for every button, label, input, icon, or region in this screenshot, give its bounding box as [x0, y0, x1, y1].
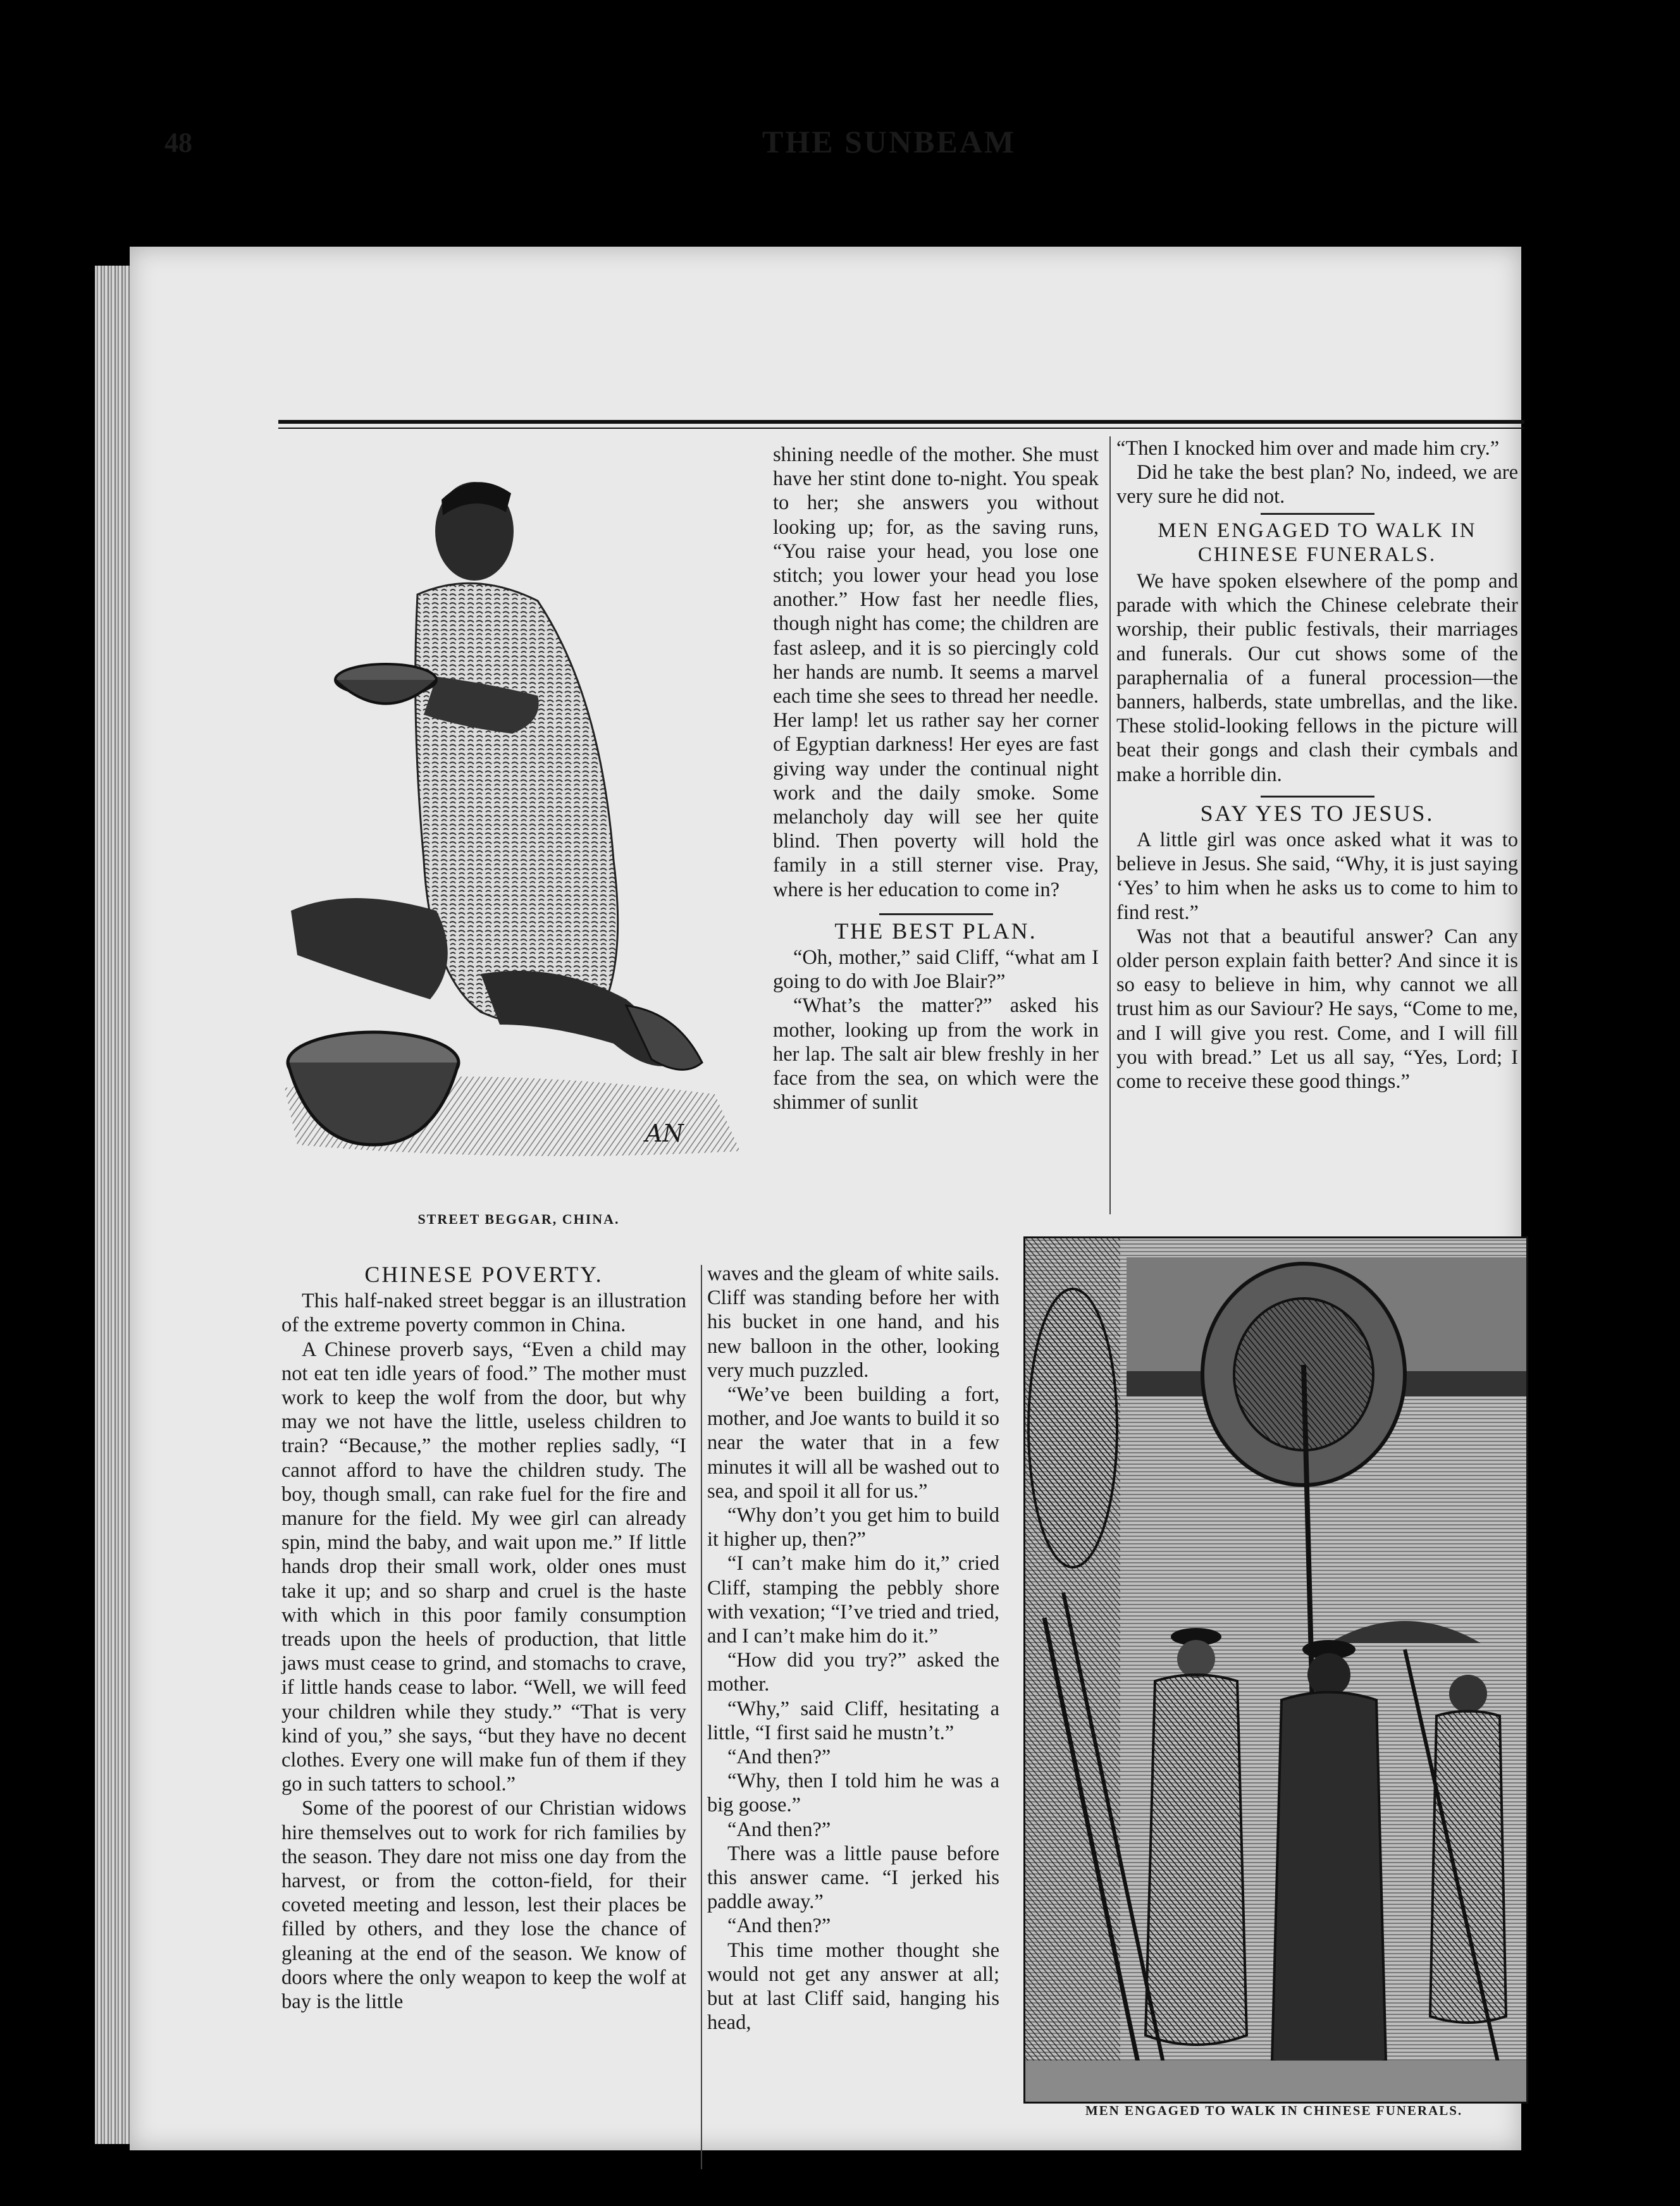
best-plan-heading: THE BEST PLAN. — [834, 918, 1037, 944]
funerals-heading: MEN ENGAGED TO WALK IN CHINESE FUNERALS. — [1158, 519, 1477, 566]
column-divider — [1109, 436, 1111, 1214]
page-number: 48 — [164, 127, 192, 158]
story-paragraph: “We’ve been building a fort, mother, and Joe wants to build it so near the water that in a few minutes it will all be washed out to sea, and spoil it all for us.” — [707, 1383, 999, 1503]
story-moral: Did he take the best plan? No, indeed, we are very sure he did not. — [1116, 461, 1518, 508]
poverty-paragraph: This half-naked street beggar is an illustration of the extreme poverty common in China. — [281, 1290, 686, 1337]
story-paragraph: “Why,” said Cliff, hesitating a little, “I first said he mustn’t.” — [707, 1697, 999, 1744]
section-rule — [879, 913, 993, 915]
beggar-caption: STREET BEGGAR, CHINA. — [417, 1211, 620, 1227]
story-paragraph: “Why, then I told him he was a big goose.” — [707, 1770, 999, 1817]
say-yes-heading: SAY YES TO JESUS. — [1200, 800, 1435, 826]
artist-signature: AN — [645, 1119, 684, 1147]
story-paragraph: “How did you try?” asked the mother. — [707, 1649, 999, 1696]
header-rule-thin — [278, 428, 1524, 429]
funeral-caption: MEN ENGAGED TO WALK IN CHINESE FUNERALS. — [1085, 2103, 1463, 2118]
section-rule — [1261, 513, 1374, 515]
section-rule — [1261, 796, 1374, 798]
beggar-illustration — [272, 455, 765, 1183]
column-funerals-jesus — [1116, 436, 1518, 1094]
column-needle-story — [773, 443, 1099, 1114]
story-paragraph: “What’s the matter?” asked his mother, looking up from the work in her lap. The salt air blew freshly in her face from the sea, on which were the shimmer of sunlit — [773, 994, 1099, 1114]
story-paragraph: There was a little pause before this answer came. “I jerked his paddle away.” — [707, 1842, 999, 1914]
jesus-paragraph: A little girl was once asked what it was to believe in Jesus. She said, “Why, it is just saying ‘Yes’ to him when he asks us to come to him to find rest.” — [1116, 829, 1518, 924]
story-paragraph: “Why don’t you get him to build it higher up, then?” — [707, 1504, 999, 1551]
poverty-paragraph: Some of the poorest of our Christian widows hire themselves out to work for rich families by the season. They dare not miss one day from the harvest, or from the cotton-field, for their coveted meeting and lesson, lest their places be filled by others, and they lose the chance of gleaning at the end of the season. We know of doors where the only weapon to keep the wolf at bay is the little — [281, 1797, 686, 2014]
column-divider — [701, 1265, 702, 2169]
column-best-plan-continued — [707, 1262, 999, 2035]
needle-paragraph: shining needle of the mother. She must have her stint done to-night. You speak to her; she answers you without looking up; for, as the saving runs, “You raise your head, you lose one stitch; you lower your head you lose another.” How fast her needle flies, though night has come; the children are fast asleep, and it is so piercingly cold her hands are numb. It seems a marvel each time she sees to thread her needle. Her lamp! let us rather say her corner of Egyptian darkness! Her eyes are fast giving way under the continual night work and the daily smoke. Some melancholy day will see her quite blind. Then poverty will hold the family in a still sterner vise. Pray, where is her education to come in? — [773, 443, 1099, 901]
story-paragraph: “And then?” — [727, 1746, 831, 1769]
poverty-paragraph: A Chinese proverb says, “Even a child may not eat ten idle years of food.” The mother must work to keep the wolf from the door, but why may we not have the little, useless children to train? “Because,” the mother replies sadly, “I cannot afford to have the children study. The boy, though small, can rake fuel for the fire and manure for the field. My wee girl can already spin, mind the baby, and wait upon me.” If little hands drop their small work, older ones must take it up; and so sharp and cruel is the haste with which in this poor family consumption treads upon the heels of production, that little jaws must cease to grind, and stomachs to crave, if little hands cease to labor. “Well, we will feed your children while they study.” “That is very kind of you,” she says, “but they have no decent clothes. Every one will make fun of them if they go in such tatters to school.” — [281, 1338, 686, 1796]
story-paragraph: “Oh, mother,” said Cliff, “what am I going to do with Joe Blair?” — [773, 946, 1099, 994]
funerals-paragraph: We have spoken elsewhere of the pomp and parade with which the Chinese celebrate their worship, their public festivals, their marriages and funerals. Our cut shows some of the paraphernalia of a funeral procession—the banners, halberds, state umbrellas, and the like. These stolid-looking fellows in the picture will beat their gongs and clash their cymbals and make a horrible din. — [1116, 570, 1518, 786]
story-paragraph: This time mother thought she would not get any answer at all; but at last Cliff said, hanging his head, — [707, 1938, 999, 2035]
jesus-paragraph: Was not that a beautiful answer? Can any older person explain faith better? And since it is so easy to believe in him, why cannot we all trust him as our Saviour? He says, “Come to me, and I will give you rest. Come, and I will fill you with bread.” Let us all say, “Yes, Lord; I come to receive these good things.” — [1116, 925, 1518, 1094]
header-rule-thick — [278, 420, 1524, 424]
story-paragraph: “And then?” — [727, 1818, 831, 1841]
masthead-title: THE SUNBEAM — [762, 124, 1016, 159]
chinese-poverty-heading: CHINESE POVERTY. — [364, 1262, 603, 1287]
story-paragraph: “And then?” — [727, 1914, 831, 1938]
column-chinese-poverty — [281, 1259, 686, 2014]
funeral-illustration — [1023, 1236, 1528, 2104]
story-paragraph: waves and the gleam of white sails. Cliff was standing before her with his bucket in one hand, and his new balloon in the other, looking very much puzzled. — [707, 1262, 999, 1382]
story-paragraph: “I can’t make him do it,” cried Cliff, stamping the pebbly shore with vexation; “I’ve tried and tried, and I can’t make him do it.” — [707, 1552, 999, 1648]
story-ending: “Then I knocked him over and made him cry.” — [1116, 437, 1500, 460]
